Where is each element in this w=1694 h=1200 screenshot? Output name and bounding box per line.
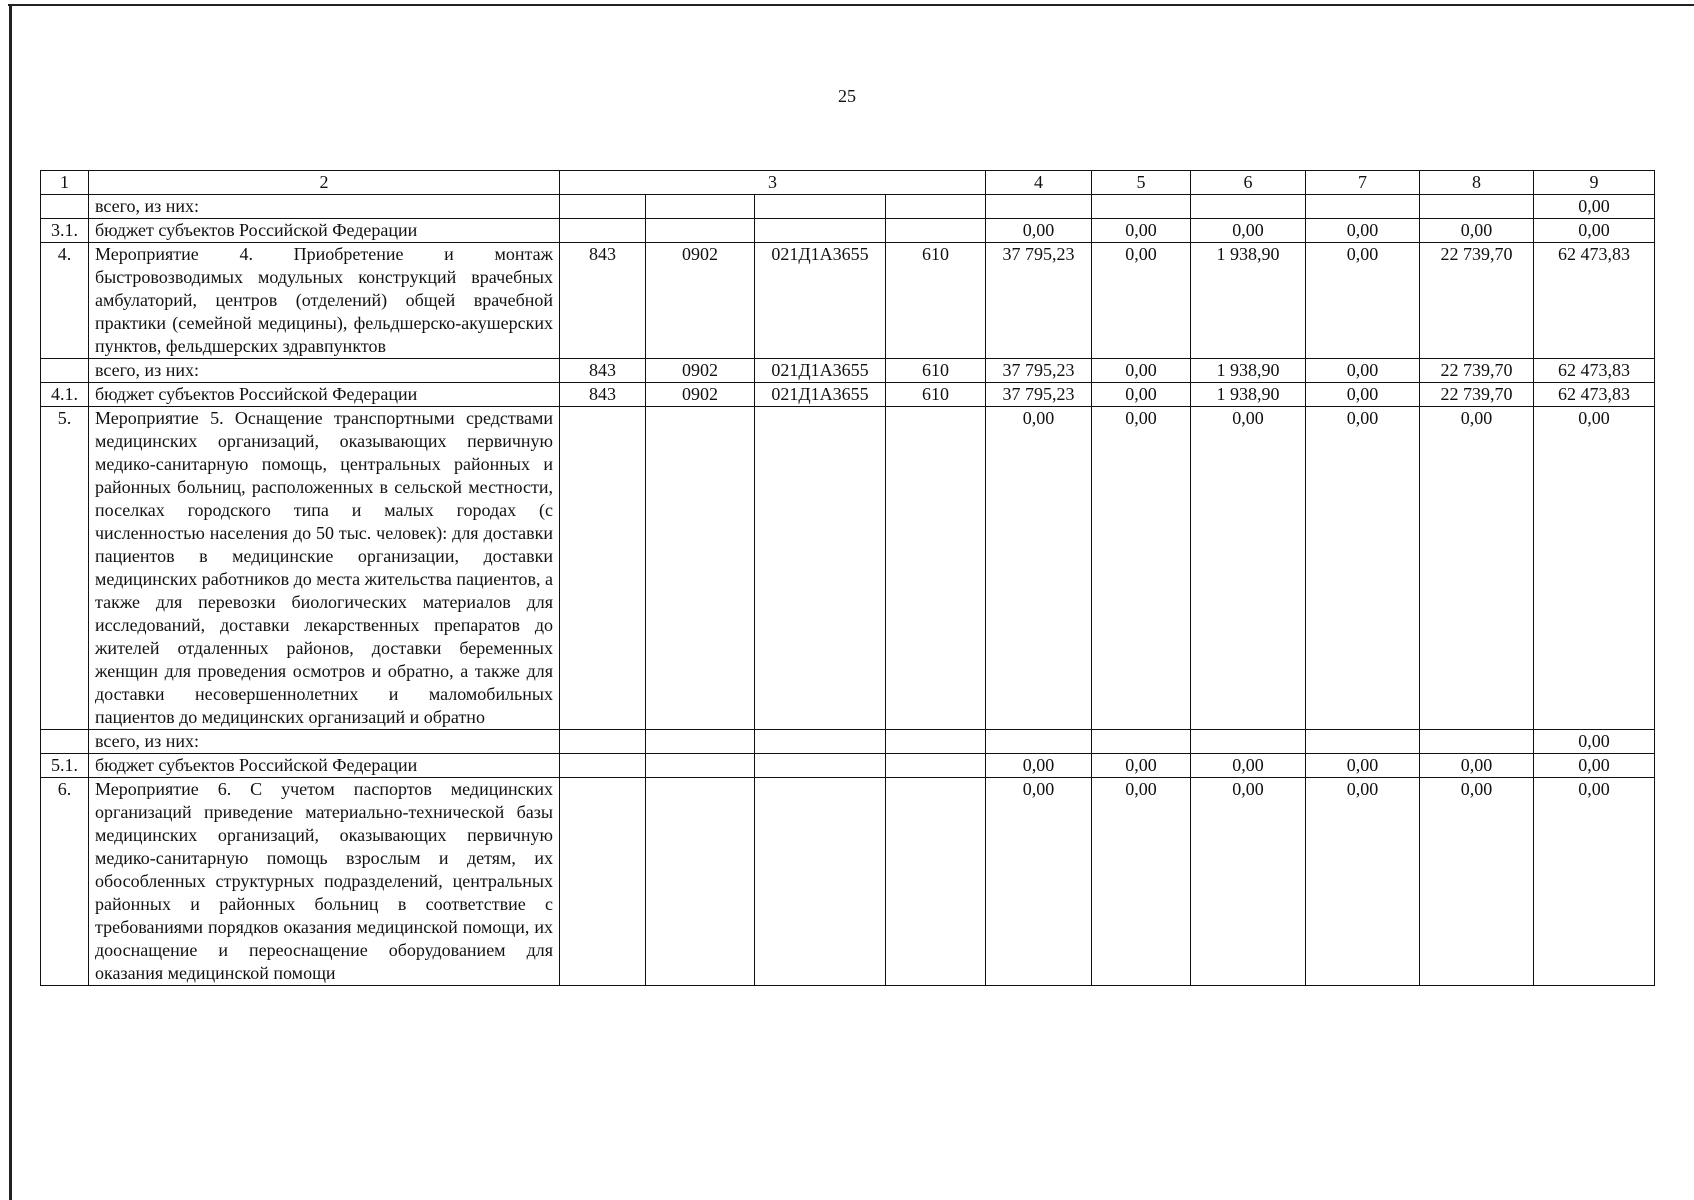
header-cell-5: 5 [1092,171,1191,195]
table-row [41,195,1655,219]
value-col-4 [986,195,1092,219]
row-name: всего, из них: [89,359,560,383]
target-article-code [755,195,886,219]
value-col-5 [1092,195,1191,219]
table-row [41,778,1655,986]
row-number: 3.1. [41,219,89,243]
value-col-9: 0,00 [1534,778,1655,986]
value-col-7: 0,00 [1306,754,1420,778]
value-col-6: 0,00 [1191,407,1306,730]
value-col-5: 0,00 [1092,219,1191,243]
ministry-code: 843 [560,383,646,407]
table-row [41,219,1655,243]
page-border-left [9,4,12,1200]
row-name: всего, из них: [89,730,560,754]
value-col-4 [986,730,1092,754]
value-col-5: 0,00 [1092,778,1191,986]
target-article-code: 021Д1А3655 [755,243,886,359]
value-col-7 [1306,195,1420,219]
value-col-8: 0,00 [1420,219,1534,243]
value-col-4: 0,00 [986,407,1092,730]
table-row [41,243,1655,359]
value-col-7: 0,00 [1306,407,1420,730]
section-code: 0902 [646,383,755,407]
ministry-code [560,195,646,219]
value-col-7: 0,00 [1306,243,1420,359]
ministry-code [560,754,646,778]
value-col-9: 0,00 [1534,219,1655,243]
row-name: бюджет субъектов Российской Федерации [89,219,560,243]
target-article-code [755,754,886,778]
value-col-5: 0,00 [1092,243,1191,359]
value-col-6: 1 938,90 [1191,383,1306,407]
value-col-9: 62 473,83 [1534,359,1655,383]
value-col-4: 37 795,23 [986,359,1092,383]
table-row [41,730,1655,754]
value-col-9: 0,00 [1534,754,1655,778]
value-col-7 [1306,730,1420,754]
section-code [646,754,755,778]
value-col-4: 0,00 [986,778,1092,986]
table-row [41,407,1655,730]
target-article-code: 021Д1А3655 [755,359,886,383]
row-name: Мероприятие 4. Приобретение и монтаж быстровозводимых модульных конструкций врачебных амбулаторий, центров (отделений) общей врачебной практики (семейной медицины), фельдшерско-акушерских пунктов, фельдшерских здравпунктов [89,243,560,359]
section-code: 0902 [646,359,755,383]
value-col-5 [1092,730,1191,754]
expense-type-code [886,407,986,730]
ministry-code [560,219,646,243]
header-cell-9: 9 [1534,171,1655,195]
expense-type-code [886,195,986,219]
section-code: 0902 [646,243,755,359]
section-code [646,195,755,219]
header-cell-4: 4 [986,171,1092,195]
value-col-6: 0,00 [1191,754,1306,778]
value-col-9: 62 473,83 [1534,243,1655,359]
header-cell-2: 2 [89,171,560,195]
value-col-4: 37 795,23 [986,383,1092,407]
expense-type-code: 610 [886,383,986,407]
value-col-8 [1420,195,1534,219]
target-article-code [755,407,886,730]
header-cell-6: 6 [1191,171,1306,195]
header-cell-7: 7 [1306,171,1420,195]
row-name: всего, из них: [89,195,560,219]
budget-table [40,170,1655,986]
value-col-6 [1191,195,1306,219]
section-code [646,730,755,754]
expense-type-code: 610 [886,243,986,359]
ministry-code: 843 [560,359,646,383]
value-col-4: 0,00 [986,219,1092,243]
value-col-5: 0,00 [1092,754,1191,778]
table-row [41,359,1655,383]
value-col-8 [1420,730,1534,754]
value-col-9: 0,00 [1534,195,1655,219]
row-number: 4.1. [41,383,89,407]
row-name: бюджет субъектов Российской Федерации [89,383,560,407]
row-number [41,195,89,219]
value-col-4: 0,00 [986,754,1092,778]
ministry-code: 843 [560,243,646,359]
header-cell-1: 1 [41,171,89,195]
ministry-code [560,407,646,730]
header-cell-8: 8 [1420,171,1534,195]
expense-type-code [886,754,986,778]
target-article-code [755,778,886,986]
ministry-code [560,778,646,986]
value-col-7: 0,00 [1306,359,1420,383]
value-col-8: 0,00 [1420,754,1534,778]
page-border-top [8,4,1694,6]
expense-type-code [886,219,986,243]
value-col-8: 0,00 [1420,407,1534,730]
ministry-code [560,730,646,754]
row-number: 5.1. [41,754,89,778]
value-col-6: 1 938,90 [1191,243,1306,359]
header-cell-3: 3 [560,171,986,195]
value-col-9: 62 473,83 [1534,383,1655,407]
table-row [41,383,1655,407]
value-col-8: 22 739,70 [1420,383,1534,407]
value-col-6: 0,00 [1191,219,1306,243]
value-col-6 [1191,730,1306,754]
row-number: 6. [41,778,89,986]
table-header-row [41,171,1655,195]
row-name: Мероприятие 6. С учетом паспортов медицинских организаций приведение материально-технической базы медицинских организаций, оказывающих первичную медико-санитарную помощь взрослым и детям, их обособленных структурных подразделений, центральных районных и районных больниц в соответствие с требованиями порядков оказания медицинской помощи, их дооснащение и переоснащение оборудованием для оказания медицинской помощи [89,778,560,986]
row-number: 4. [41,243,89,359]
value-col-6: 1 938,90 [1191,359,1306,383]
section-code [646,778,755,986]
target-article-code: 021Д1А3655 [755,383,886,407]
value-col-9: 0,00 [1534,730,1655,754]
value-col-9: 0,00 [1534,407,1655,730]
value-col-8: 22 739,70 [1420,243,1534,359]
row-number: 5. [41,407,89,730]
expense-type-code: 610 [886,359,986,383]
row-number [41,730,89,754]
value-col-6: 0,00 [1191,778,1306,986]
expense-type-code [886,730,986,754]
row-number [41,359,89,383]
value-col-8: 0,00 [1420,778,1534,986]
value-col-7: 0,00 [1306,383,1420,407]
page-number: 25 [838,86,856,106]
expense-type-code [886,778,986,986]
table-body [41,171,1655,986]
value-col-5: 0,00 [1092,407,1191,730]
value-col-7: 0,00 [1306,778,1420,986]
section-code [646,407,755,730]
value-col-5: 0,00 [1092,383,1191,407]
value-col-8: 22 739,70 [1420,359,1534,383]
row-name: бюджет субъектов Российской Федерации [89,754,560,778]
row-name: Мероприятие 5. Оснащение транспортными средствами медицинских организаций, оказывающих первичную медико-санитарную помощь, центральных районных и районных больниц, расположенных в сельской местности, поселках городского типа и малых городах (с численностью населения до 50 тыс. человек): для доставки пациентов в медицинские организации, доставки медицинских работников до места жительства пациентов, а также для перевозки биологических материалов для исследований, доставки лекарственных препаратов до жителей отдаленных районов, доставки беременных женщин для проведения осмотров и обратно, а также для доставки несовершеннолетних и маломобильных пациентов до медицинских организаций и обратно [89,407,560,730]
value-col-4: 37 795,23 [986,243,1092,359]
table-row [41,754,1655,778]
section-code [646,219,755,243]
target-article-code [755,219,886,243]
value-col-7: 0,00 [1306,219,1420,243]
target-article-code [755,730,886,754]
value-col-5: 0,00 [1092,359,1191,383]
